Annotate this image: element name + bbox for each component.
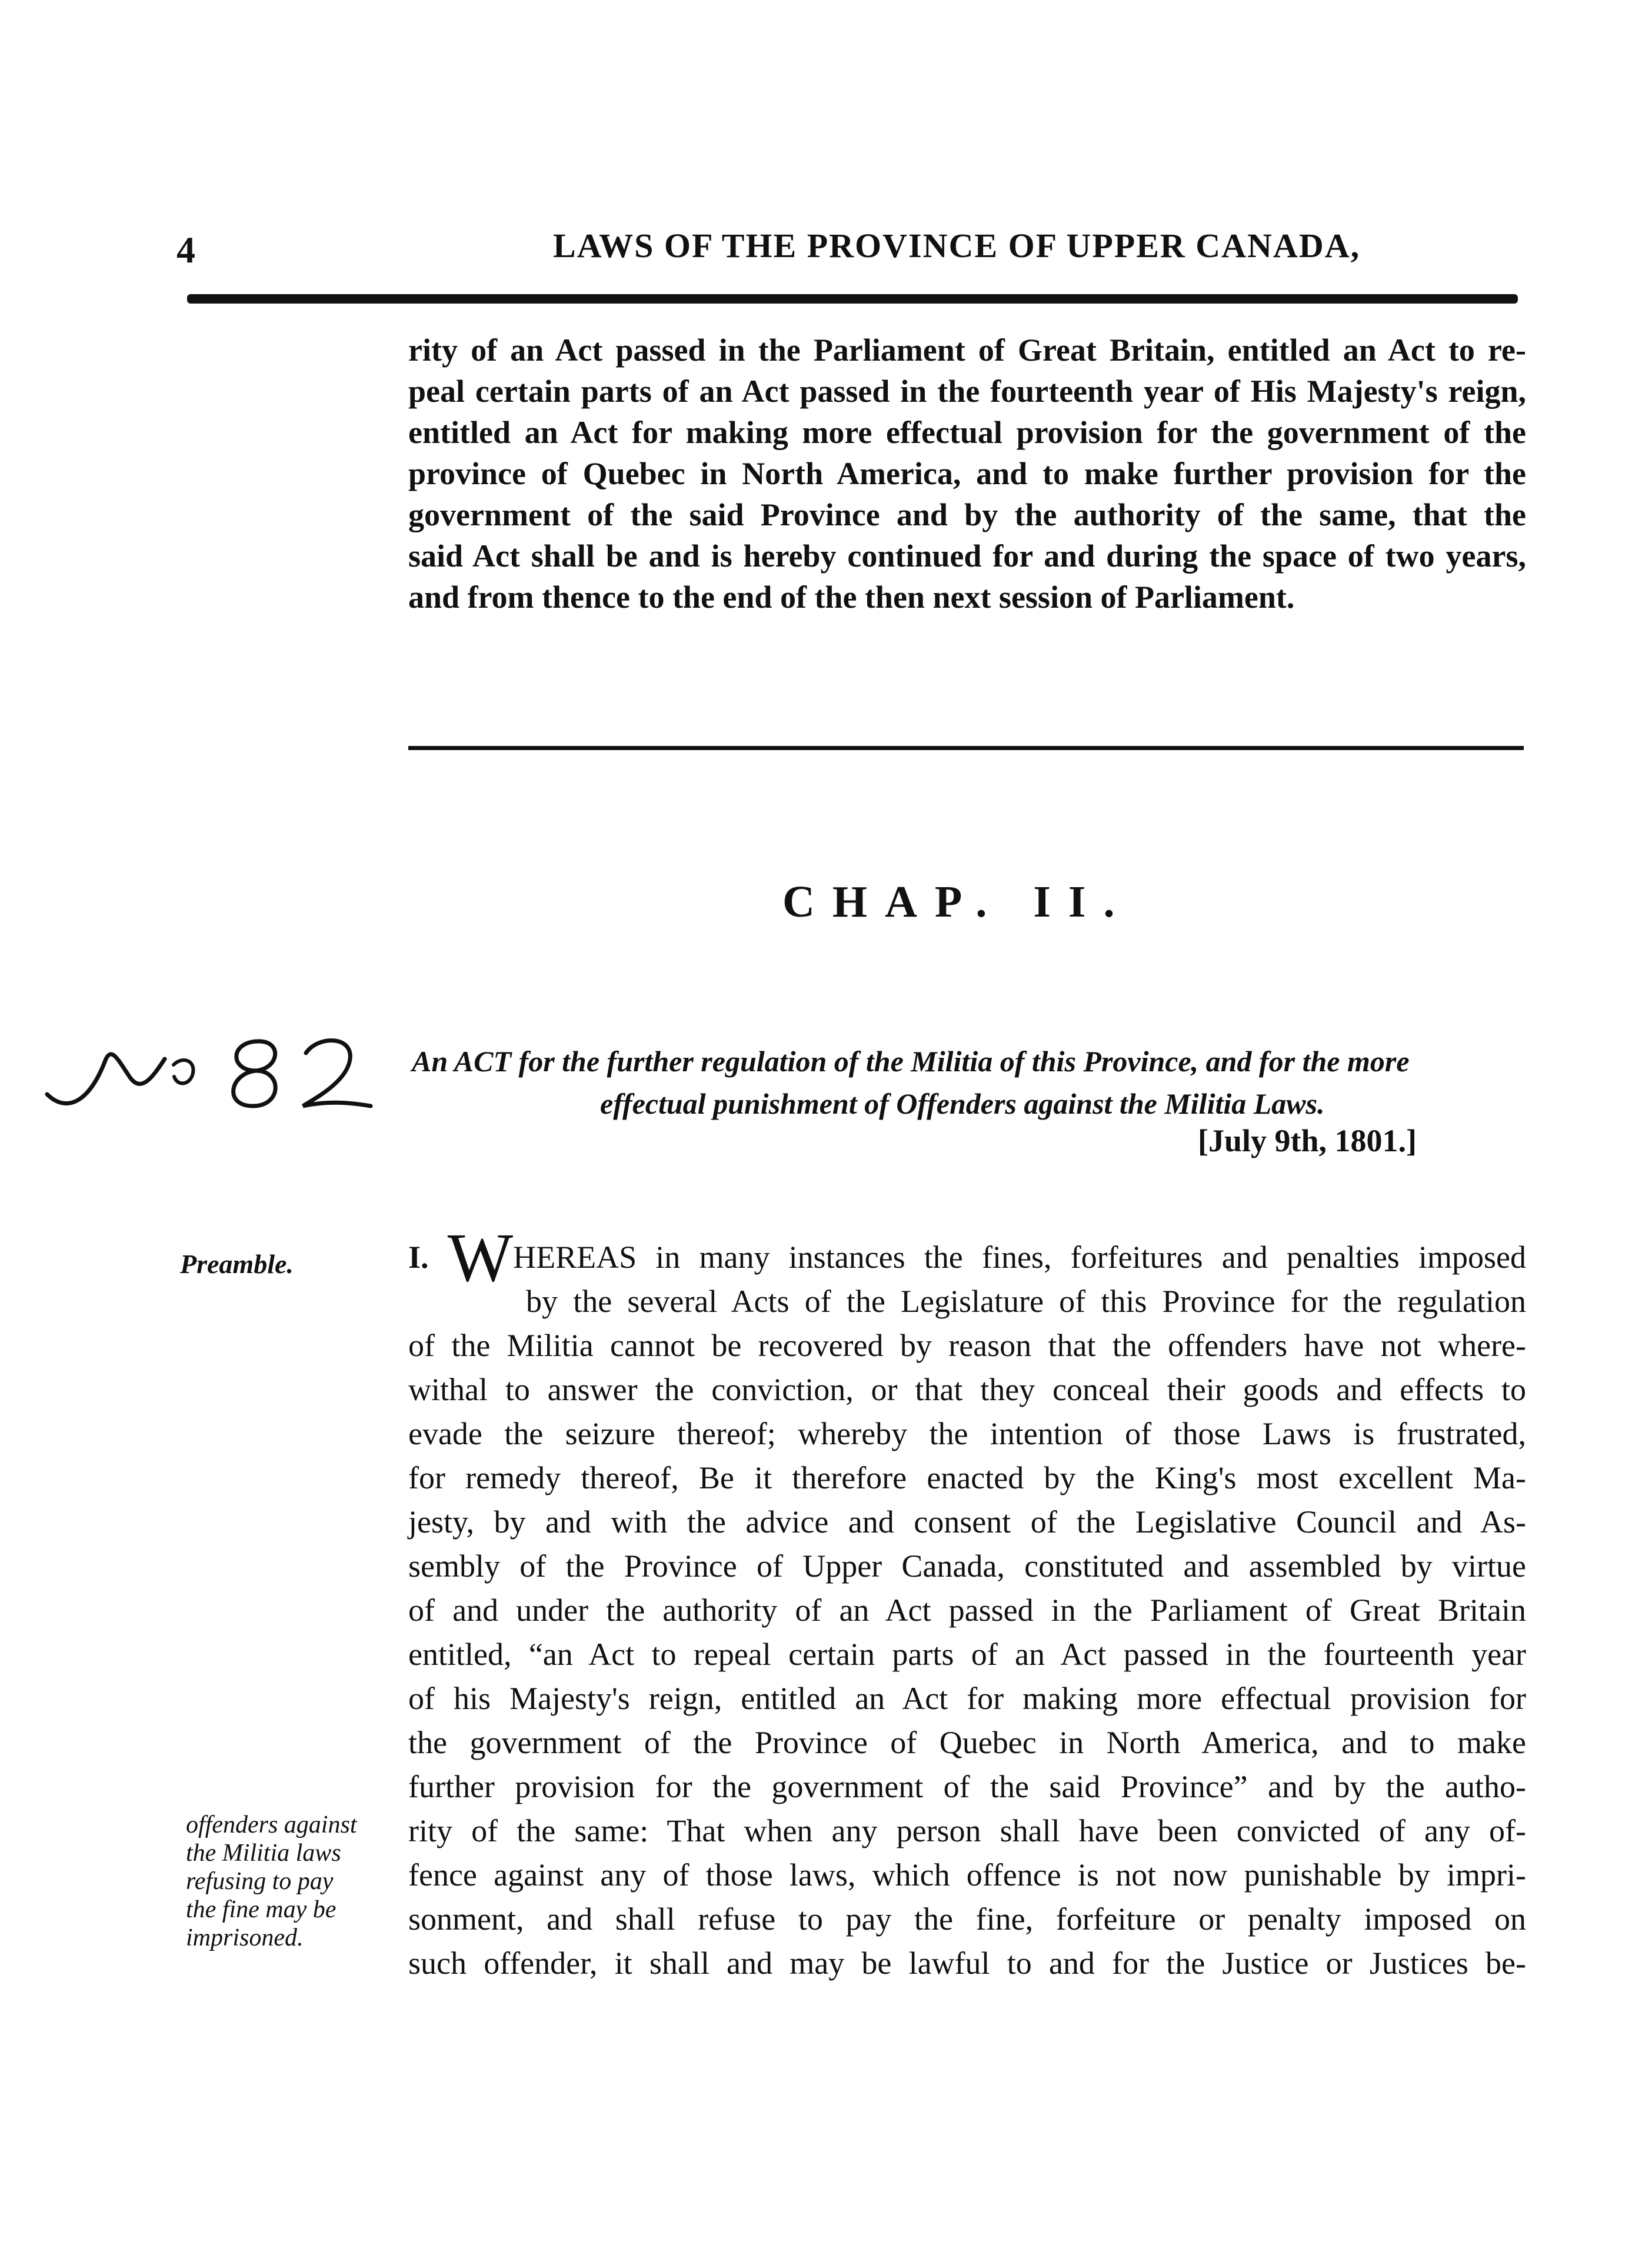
header-rule [187, 294, 1518, 304]
body-line: withal to answer the conviction, or that they conceal their goods and effects to [408, 1372, 1526, 1407]
act-title [412, 1040, 1530, 1125]
continuation-line: and from thence to the end of the then next session of Parliament. [408, 579, 1295, 615]
act-title-line: An ACT for the further regulation of the Militia of this Province, and for the more [412, 1045, 1410, 1078]
body-line: jesty, by and with the advice and consent of the Legislative Council and As- [408, 1504, 1526, 1540]
body-text [408, 1219, 1526, 1986]
running-head: LAWS OF THE PROVINCE OF UPPER CANADA, [553, 226, 1361, 265]
body-line: sonment, and shall refuse to pay the fine, forfeiture or penalty imposed on [408, 1901, 1526, 1937]
body-line: of his Majesty's reign, entitled an Act for making more effectual provision for [408, 1681, 1526, 1716]
body-line: the government of the Province of Quebec in North America, and to make [408, 1725, 1526, 1760]
body-line: of and under the authority of an Act passed in the Parliament of Great Britain [408, 1593, 1526, 1628]
margin-note-line: refusing to pay [186, 1868, 334, 1895]
body-line: entitled, “an Act to repeal certain parts of an Act passed in the fourteenth year [408, 1637, 1526, 1672]
continuation-line: entitled an Act for making more effectual provision for the government of the [408, 415, 1526, 450]
body-line: for remedy thereof, Be it therefore enacted by the King's most excellent Ma- [408, 1460, 1526, 1495]
body-line: of the Militia cannot be recovered by reason that the offenders have not where- [408, 1328, 1526, 1363]
body-line: such offender, it shall and may be lawful to and for the Justice or Justices be- [408, 1945, 1526, 1981]
continuation-line: province of Quebec in North America, and to make further provision for the [408, 456, 1526, 491]
continuation-text [408, 329, 1526, 618]
body-first-line [408, 1219, 1526, 1296]
body-line: rity of the same: That when any person shall have been convicted of any of- [408, 1813, 1526, 1848]
section-divider [408, 746, 1524, 750]
section-number: I. [408, 1240, 429, 1275]
margin-note-line: the Militia laws [186, 1840, 341, 1867]
act-date: [July 9th, 1801.] [1198, 1123, 1417, 1158]
continuation-line: government of the said Province and by the authority of the same, that the [408, 497, 1526, 532]
body-line: evade the seizure thereof; whereby the intention of those Laws is frustrated, [408, 1416, 1526, 1451]
body-line: by the several Acts of the Legislature of this Province for the regulation [526, 1284, 1526, 1319]
margin-note-line: imprisoned. [186, 1924, 304, 1951]
margin-note-offenders [186, 1811, 409, 1952]
chapter-heading: CHAP. II. [782, 877, 1133, 927]
body-line: HEREAS in many instances the fines, forfeitures and penalties imposed [513, 1240, 1526, 1275]
continuation-line: said Act shall be and is hereby continued for and during the space of two years, [408, 538, 1526, 574]
margin-note-line: offenders against [186, 1811, 357, 1838]
continuation-line: peal certain parts of an Act passed in the fourteenth year of His Majesty's reign, [408, 374, 1526, 409]
body-line: sembly of the Province of Upper Canada, constituted and assembled by virtue [408, 1548, 1526, 1584]
act-title-line: effectual punishment of Offenders against the Militia Laws. [600, 1087, 1325, 1120]
margin-note-preamble: Preamble. [180, 1249, 294, 1279]
continuation-line: rity of an Act passed in the Parliament of Great Britain, entitled an Act to re- [408, 332, 1526, 368]
body-line: further provision for the government of the said Province” and by the autho- [408, 1769, 1526, 1804]
margin-note-line: the fine may be [186, 1896, 337, 1923]
body-line: fence against any of those laws, which offence is not now punishable by impri- [408, 1857, 1526, 1893]
page-number: 4 [176, 229, 195, 271]
drop-cap: W [447, 1219, 514, 1296]
handwritten-number-mark [41, 1024, 382, 1118]
